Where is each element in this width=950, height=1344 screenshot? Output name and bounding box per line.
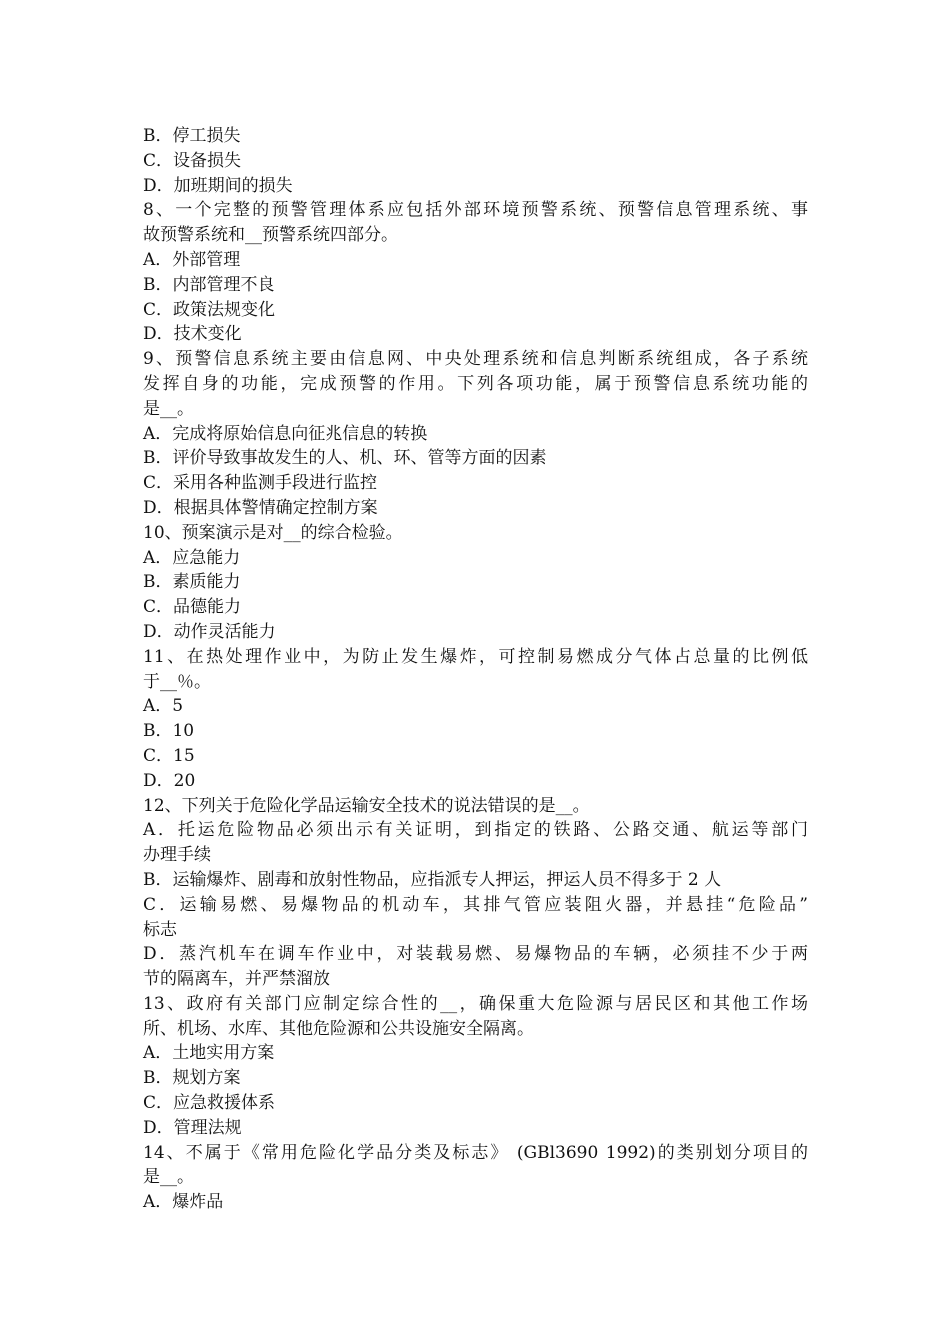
text-line: B．10 <box>143 721 195 742</box>
text-line: 于__％。 <box>143 671 211 692</box>
text-line: D．管理法规 <box>143 1117 242 1138</box>
text-line: A．5 <box>143 696 184 717</box>
text-line: D．20 <box>143 770 196 791</box>
text-line: C．政策法规变化 <box>143 299 276 320</box>
text-line: C．品德能力 <box>143 597 242 618</box>
text-line: C．应急救援体系 <box>143 1093 276 1114</box>
text-line: 故预警系统和__预警系统四部分。 <box>143 225 398 246</box>
text-line: 是__。 <box>143 1167 194 1188</box>
text-line: 9、预警信息系统主要由信息网、中央处理系统和信息判断系统组成，各子系统 <box>143 349 808 370</box>
text-line: C．运输易燃、易爆物品的机动车，其排气管应装阻火器，并悬挂“危险品” <box>143 894 808 915</box>
text-line: A．完成将原始信息向征兆信息的转换 <box>143 423 428 444</box>
document-page <box>143 124 808 1215</box>
text-line: C．设备损失 <box>143 150 242 171</box>
text-line: A．土地实用方案 <box>143 1043 275 1064</box>
text-line: B．评价导致事故发生的人、机、环、管等方面的因素 <box>143 448 547 469</box>
text-line: 办理手续 <box>143 845 211 866</box>
text-line: D．动作灵活能力 <box>143 621 276 642</box>
text-line: D．蒸汽机车在调车作业中，对装载易燃、易爆物品的车辆，必须挂不少于两 <box>143 944 808 965</box>
text-line: D．加班期间的损失 <box>143 175 293 196</box>
text-line: 发挥自身的功能，完成预警的作用。下列各项功能，属于预警信息系统功能的 <box>143 373 808 394</box>
text-line: C．15 <box>143 745 195 766</box>
text-line: 是__。 <box>143 398 194 419</box>
text-line: 12、下列关于危险化学品运输安全技术的说法错误的是__。 <box>143 795 590 816</box>
text-line: 13、政府有关部门应制定综合性的__，确保重大危险源与居民区和其他工作场 <box>143 993 808 1014</box>
text-line: 11、在热处理作业中，为防止发生爆炸，可控制易燃成分气体占总量的比例低 <box>143 646 808 667</box>
text-line: B．素质能力 <box>143 572 241 593</box>
text-line: B．运输爆炸、剧毒和放射性物品，应指派专人押运，押运人员不得多于 2 人 <box>143 869 722 890</box>
text-line: 标志 <box>143 919 177 940</box>
text-line: D．根据具体警情确定控制方案 <box>143 497 378 518</box>
text-line: A．托运危险物品必须出示有关证明，到指定的铁路、公路交通、航运等部门 <box>143 820 808 841</box>
text-line: 10、预案演示是对__的综合检验。 <box>143 522 403 543</box>
text-line: 14、不属于《常用危险化学品分类及标志》 (GBl3690 1992)的类别划分项目的 <box>143 1142 808 1163</box>
text-line: B．规划方案 <box>143 1068 241 1089</box>
text-line: B．停工损失 <box>143 126 241 146</box>
text-line: 所、机场、水库、其他危险源和公共设施安全隔离。 <box>143 1018 534 1039</box>
text-line: 8、一个完整的预警管理体系应包括外部环境预警系统、预警信息管理系统、事 <box>143 200 808 221</box>
text-line: 节的隔离车，并严禁溜放 <box>143 969 330 990</box>
text-line: C．采用各种监测手段进行监控 <box>143 473 378 494</box>
text-line: B．内部管理不良 <box>143 274 275 295</box>
text-line: D．技术变化 <box>143 324 242 345</box>
text-line: A．应急能力 <box>143 547 241 568</box>
text-line: A．外部管理 <box>143 249 241 270</box>
text-line: A．爆炸品 <box>143 1192 224 1213</box>
